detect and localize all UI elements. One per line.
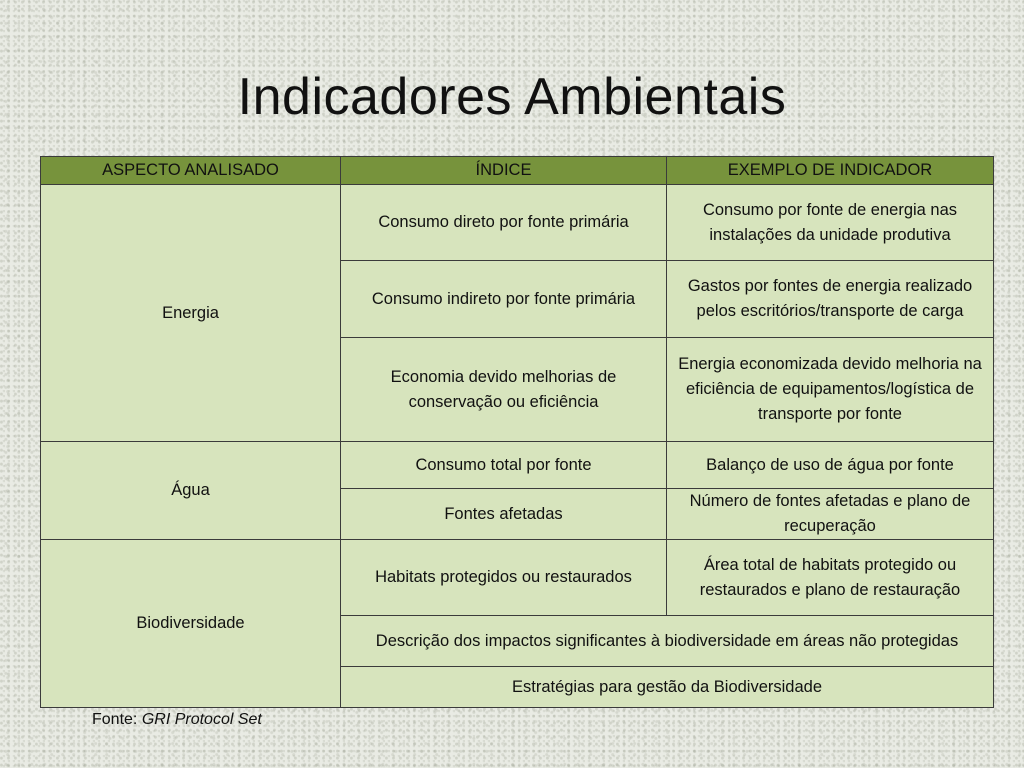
source-label: Fonte:	[92, 711, 138, 728]
header-indice: ÍNDICE	[341, 157, 667, 185]
indice-cell: Economia devido melhorias de conservação ou eficiência	[341, 338, 667, 442]
source-footnote	[92, 711, 262, 729]
exemplo-cell: Consumo por fonte de energia nas instalações da unidade produtiva	[667, 185, 994, 261]
table-header-row	[41, 157, 994, 185]
indicators-table	[40, 156, 994, 708]
indice-cell: Fontes afetadas	[341, 489, 667, 540]
exemplo-cell: Balanço de uso de água por fonte	[667, 442, 994, 489]
indice-cell: Consumo total por fonte	[341, 442, 667, 489]
slide-title: Indicadores Ambientais	[237, 68, 787, 126]
indice-cell: Consumo indireto por fonte primária	[341, 261, 667, 338]
indice-cell: Habitats protegidos ou restaurados	[341, 540, 667, 616]
source-name: GRI Protocol Set	[141, 711, 262, 728]
merged-cell: Estratégias para gestão da Biodiversidade	[341, 667, 994, 708]
table-row	[41, 540, 994, 616]
header-aspecto: ASPECTO ANALISADO	[41, 157, 341, 185]
exemplo-cell: Área total de habitats protegido ou restaurados e plano de restauração	[667, 540, 994, 616]
exemplo-cell: Energia economizada devido melhoria na eficiência de equipamentos/logística de transporte por fonte	[667, 338, 994, 442]
aspect-energia: Energia	[41, 185, 341, 442]
merged-cell: Descrição dos impactos significantes à biodiversidade em áreas não protegidas	[341, 616, 994, 667]
aspect-biodiversidade: Biodiversidade	[41, 540, 341, 708]
indice-cell: Consumo direto por fonte primária	[341, 185, 667, 261]
aspect-agua: Água	[41, 442, 341, 540]
table-row	[41, 185, 994, 261]
table-row	[41, 442, 994, 489]
header-exemplo: EXEMPLO DE INDICADOR	[667, 157, 994, 185]
exemplo-cell: Gastos por fontes de energia realizado pelos escritórios/transporte de carga	[667, 261, 994, 338]
exemplo-cell: Número de fontes afetadas e plano de recuperação	[667, 489, 994, 540]
